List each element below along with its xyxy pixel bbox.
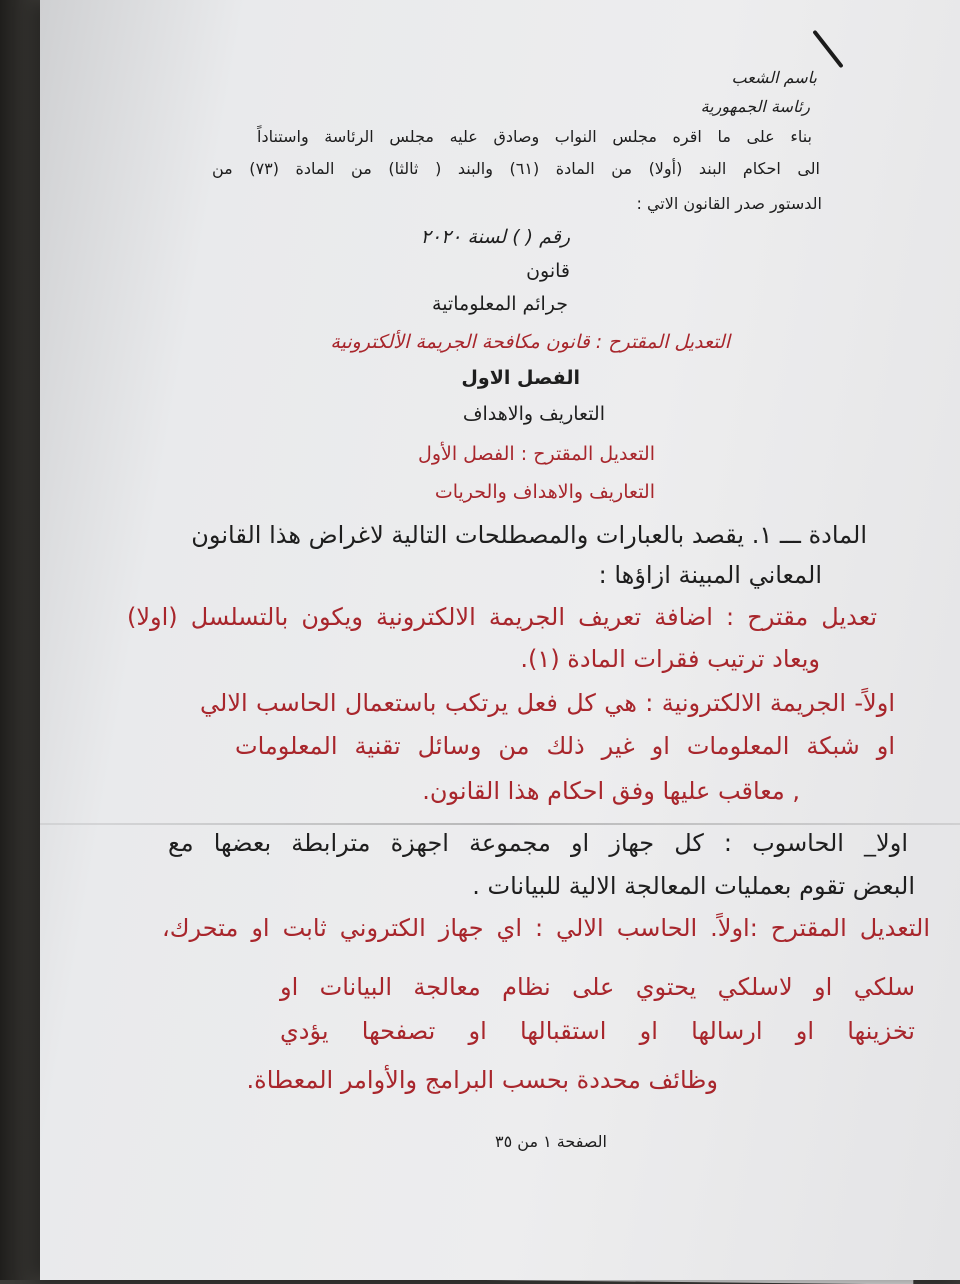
amendment-2-line-4: وظائف محددة بحسب البرامج والأوامر المعطاة. bbox=[246, 1066, 718, 1094]
preamble-line-3: الدستور صدر القانون الاتي : bbox=[636, 194, 822, 213]
header-presidency: رئاسة الجمهورية bbox=[700, 97, 810, 116]
article-1-line-2: المعاني المبينة ازاؤها : bbox=[598, 561, 822, 589]
law-heading: قانون bbox=[526, 260, 570, 282]
law-name: جرائم المعلوماتية bbox=[432, 293, 568, 315]
definition-crime-line-2: او شبكة المعلومات او غير ذلك من وسائل تقنية المعلومات bbox=[235, 732, 895, 760]
chapter-title: التعاريف والاهداف bbox=[462, 403, 605, 425]
amendment-2-line-2: سلكي او لاسلكي يحتوي على نظام معالجة البيانات او bbox=[280, 973, 915, 1001]
amendment-2-line-1: التعديل المقترح :اولاً. الحاسب الالي : اي جهاز الكتروني ثابت او متحرك، bbox=[162, 914, 930, 942]
amendment-chapter: التعديل المقترح : الفصل الأول bbox=[418, 443, 655, 465]
law-number: رقم ( ) لسنة ٢٠٢٠ bbox=[420, 226, 570, 248]
preamble-line-1: بناء على ما اقره مجلس النواب وصادق عليه مجلس الرئاسة واستناداً bbox=[257, 127, 812, 146]
handwritten-mark-icon bbox=[812, 30, 843, 69]
article-1-line-1: المادة ـــ ١. يقصد بالعبارات والمصطلحات التالية لاغراض هذا القانون bbox=[191, 521, 867, 549]
definition-computer-line-1: اولا_ الحاسوب : كل جهاز او مجموعة اجهزة مترابطة بعضها مع bbox=[168, 829, 908, 857]
document-page bbox=[40, 0, 960, 1280]
amendment-1-line-2: ويعاد ترتيب فقرات المادة (١). bbox=[520, 645, 820, 673]
preamble-line-2: الى احكام البند (أولا) من المادة (٦١) والبند ( ثالثا) من المادة (٧٣) من bbox=[212, 159, 820, 178]
definition-crime-line-3: , معاقب عليها وفق احكام هذا القانون. bbox=[422, 777, 800, 805]
amendment-2-line-3: تخزينها او ارسالها او استقبالها او تصفحها يؤدي bbox=[280, 1017, 915, 1045]
paper-fold-line bbox=[40, 823, 960, 825]
page-number: الصفحة ١ من ٣٥ bbox=[495, 1132, 607, 1151]
definition-crime-line-1: اولاً- الجريمة الالكترونية : هي كل فعل يرتكب باستعمال الحاسب الالي bbox=[200, 689, 895, 717]
header-in-name-of-people: باسم الشعب bbox=[731, 68, 817, 87]
chapter-heading: الفصل الاول bbox=[461, 367, 580, 389]
amendment-law-name: التعديل المقترح : قانون مكافحة الجريمة الألكترونية bbox=[330, 331, 730, 353]
amendment-chapter-title: التعاريف والاهداف والحريات bbox=[434, 481, 655, 503]
definition-computer-line-2: البعض تقوم بعمليات المعالجة الالية للبيانات . bbox=[472, 872, 915, 900]
amendment-1-line-1: تعديل مقترح : اضافة تعريف الجريمة الالكترونية ويكون بالتسلسل (اولا) bbox=[127, 603, 877, 631]
